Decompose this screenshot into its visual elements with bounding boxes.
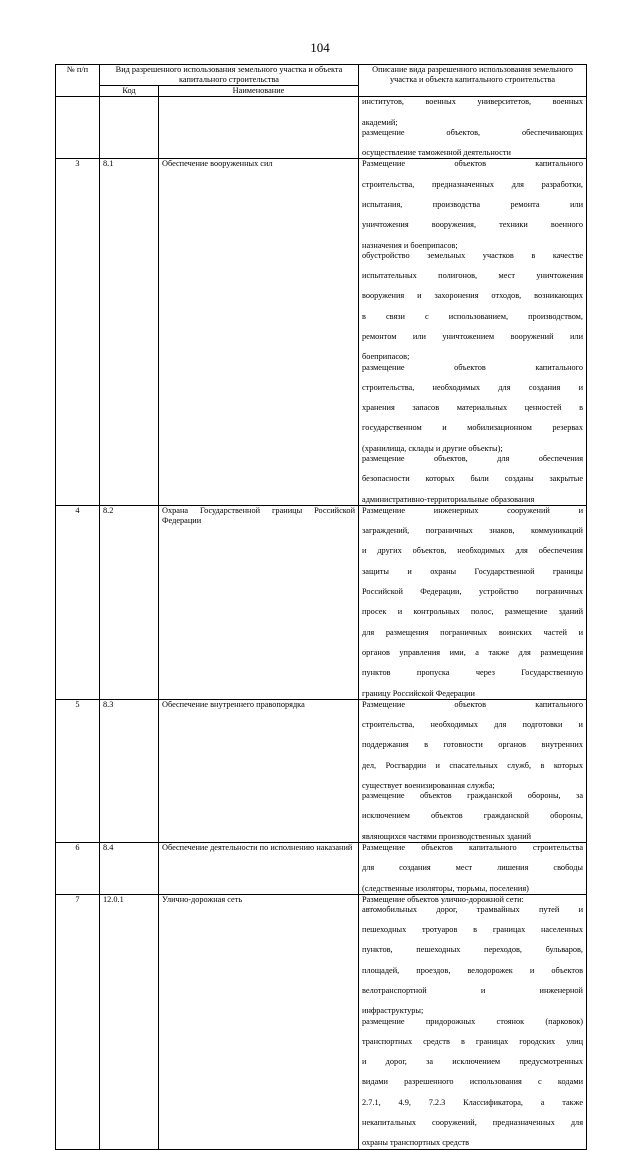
cell-code: 8.1 [100, 159, 159, 505]
description-line: строительства, предназначенных для разработки, [362, 179, 584, 189]
description-line: дел, Росгвардии и спасательных служб, в которых [362, 760, 584, 770]
description-line: институтов, военных университетов, военных [362, 97, 584, 107]
description-line: Размещение объектов улично-дорожной сети: [362, 894, 524, 904]
description-line: Размещение объектов капитального строительства [362, 842, 584, 852]
description-line: размещение придорожных стоянок (парковок) [362, 1016, 584, 1026]
description-line: автомобильных дорог, трамвайных путей и [362, 904, 584, 914]
description-line: испытательных полигонов, мест уничтожения [362, 271, 584, 281]
description-line: Размещение объектов капитального [362, 699, 584, 709]
page-number: 104 [310, 40, 330, 55]
description-line: административно-территориальные образования [362, 494, 535, 504]
description-line: испытания, производства ремонта или [362, 200, 584, 210]
cell-num: 5 [56, 699, 100, 842]
cell-name: Улично-дорожная сеть [159, 894, 359, 1149]
description-line: поддержания в готовности органов внутренних [362, 740, 584, 750]
table-header-row [56, 65, 587, 86]
description-line: назначения и боеприпасов; [362, 240, 458, 250]
cell-description [359, 159, 587, 505]
description-line: границу Российской Федерации [362, 688, 475, 698]
continuation-row [56, 97, 587, 159]
header-name: Наименование [159, 86, 359, 97]
description-line: строительства, необходимых для создания и [362, 382, 584, 392]
description-line: видами разрешенного использования с кодами [362, 1077, 584, 1087]
cell-description [359, 894, 587, 1149]
description-line: 2.7.1, 4.9, 7.2.3 Классификатора, а также [362, 1097, 584, 1107]
table-row [56, 159, 587, 505]
description-line: Размещение инженерных сооружений и [362, 505, 584, 515]
description-line: транспортных средств в границах городских улиц [362, 1036, 584, 1046]
description-line: ремонтом или уничтожением вооружений или [362, 332, 584, 342]
cell-name: Обеспечение вооруженных сил [159, 159, 359, 505]
description-line: размещение объектов капитального [362, 362, 584, 372]
description-line: для размещения пограничных воинских частей и [362, 627, 584, 637]
description-line: (хранилища, склады и другие объекты); [362, 443, 503, 453]
cell-code: 8.2 [100, 505, 159, 699]
description-line: пунктов пропуска через Государственную [362, 668, 584, 678]
cell-code [100, 97, 159, 159]
cell-name: Обеспечение деятельности по исполнению наказаний [159, 842, 359, 894]
description-line: защиты и охраны Государственной границы [362, 566, 584, 576]
cell-name: Охрана Государственной границы Российской Федерации [159, 505, 359, 699]
table-row [56, 505, 587, 699]
description-line: охраны транспортных средств [362, 1138, 470, 1148]
cell-num: 6 [56, 842, 100, 894]
description-line: уничтожения вооружения, техники военного [362, 220, 584, 230]
description-line: хранения запасов материальных ценностей в [362, 403, 584, 413]
description-line: академий; [362, 117, 398, 127]
cell-num: 4 [56, 505, 100, 699]
cell-num: 3 [56, 159, 100, 505]
header-description: Описание вида разрешенного использования земельного участка и объекта капитального строительства [359, 65, 587, 97]
description-line: государственном и мобилизационном резервах [362, 423, 584, 433]
description-line: вооружения и захоронения отходов, возникающих [362, 291, 584, 301]
cell-name [159, 97, 359, 159]
land-use-table [55, 64, 587, 1150]
description-line: (следственные изоляторы, тюрьмы, поселения) [362, 883, 529, 893]
description-line: заграждений, пограничных знаков, коммуникаций [362, 526, 584, 536]
description-line: некапитальных сооружений, предназначенных для [362, 1118, 584, 1128]
cell-description [359, 842, 587, 894]
description-line: и других объектов, необходимых для обеспечения [362, 546, 584, 556]
description-line: инфраструктуры; [362, 1006, 424, 1016]
cell-num [56, 97, 100, 159]
description-line: размещение объектов, обеспечивающих [362, 127, 584, 137]
description-line: строительства, необходимых для подготовки и [362, 720, 584, 729]
table-row [56, 699, 587, 842]
description-line: исключением объектов гражданской обороны, [362, 811, 584, 821]
description-line: существует военизированная служба; [362, 780, 495, 790]
description-line: осуществление таможенной деятельности [362, 148, 511, 158]
cell-num: 7 [56, 894, 100, 1149]
cell-code: 8.3 [100, 699, 159, 842]
description-line: пунктов, пешеходных переходов, бульваров, [362, 945, 584, 955]
description-line: в связи с использованием, производством, [362, 311, 584, 321]
description-line: Российской Федерации, устройство пограничных [362, 586, 584, 596]
description-line: площадей, проездов, велодорожек и объектов [362, 965, 584, 975]
description-line: органов управления ими, а также для размещения [362, 647, 584, 657]
description-line: безопасности которых были созданы закрытые [362, 474, 584, 484]
description-line: и дорог, за исключением предусмотренных [362, 1057, 584, 1067]
cell-description [359, 699, 587, 842]
table-row [56, 894, 587, 1149]
cell-code: 8.4 [100, 842, 159, 894]
header-num: № п/п [56, 65, 100, 97]
description-line: Размещение объектов капитального [362, 159, 584, 169]
description-line: пешеходных тротуаров в границах населенных [362, 925, 584, 935]
cell-name: Обеспечение внутреннего правопорядка [159, 699, 359, 842]
description-line: велотранспортной и инженерной [362, 986, 584, 996]
description-line: размещение объектов, для обеспечения [362, 453, 584, 463]
description-line: просек и контрольных полос, размещение зданий [362, 607, 584, 617]
description-line: размещение объектов гражданской обороны, за [362, 791, 584, 801]
description-line: боеприпасов; [362, 352, 410, 362]
cell-description [359, 97, 587, 159]
cell-description [359, 505, 587, 699]
description-line: для создания мест лишения свободы [362, 863, 584, 873]
header-vid-group: Вид разрешенного использования земельного участка и объекта капитального строительства [100, 65, 359, 86]
description-line: обустройство земельных участков в качестве [362, 250, 584, 260]
table-row [56, 842, 587, 894]
header-code: Код [100, 86, 159, 97]
cell-code: 12.0.1 [100, 894, 159, 1149]
description-line: являющихся частями производственных зданий [362, 831, 532, 841]
